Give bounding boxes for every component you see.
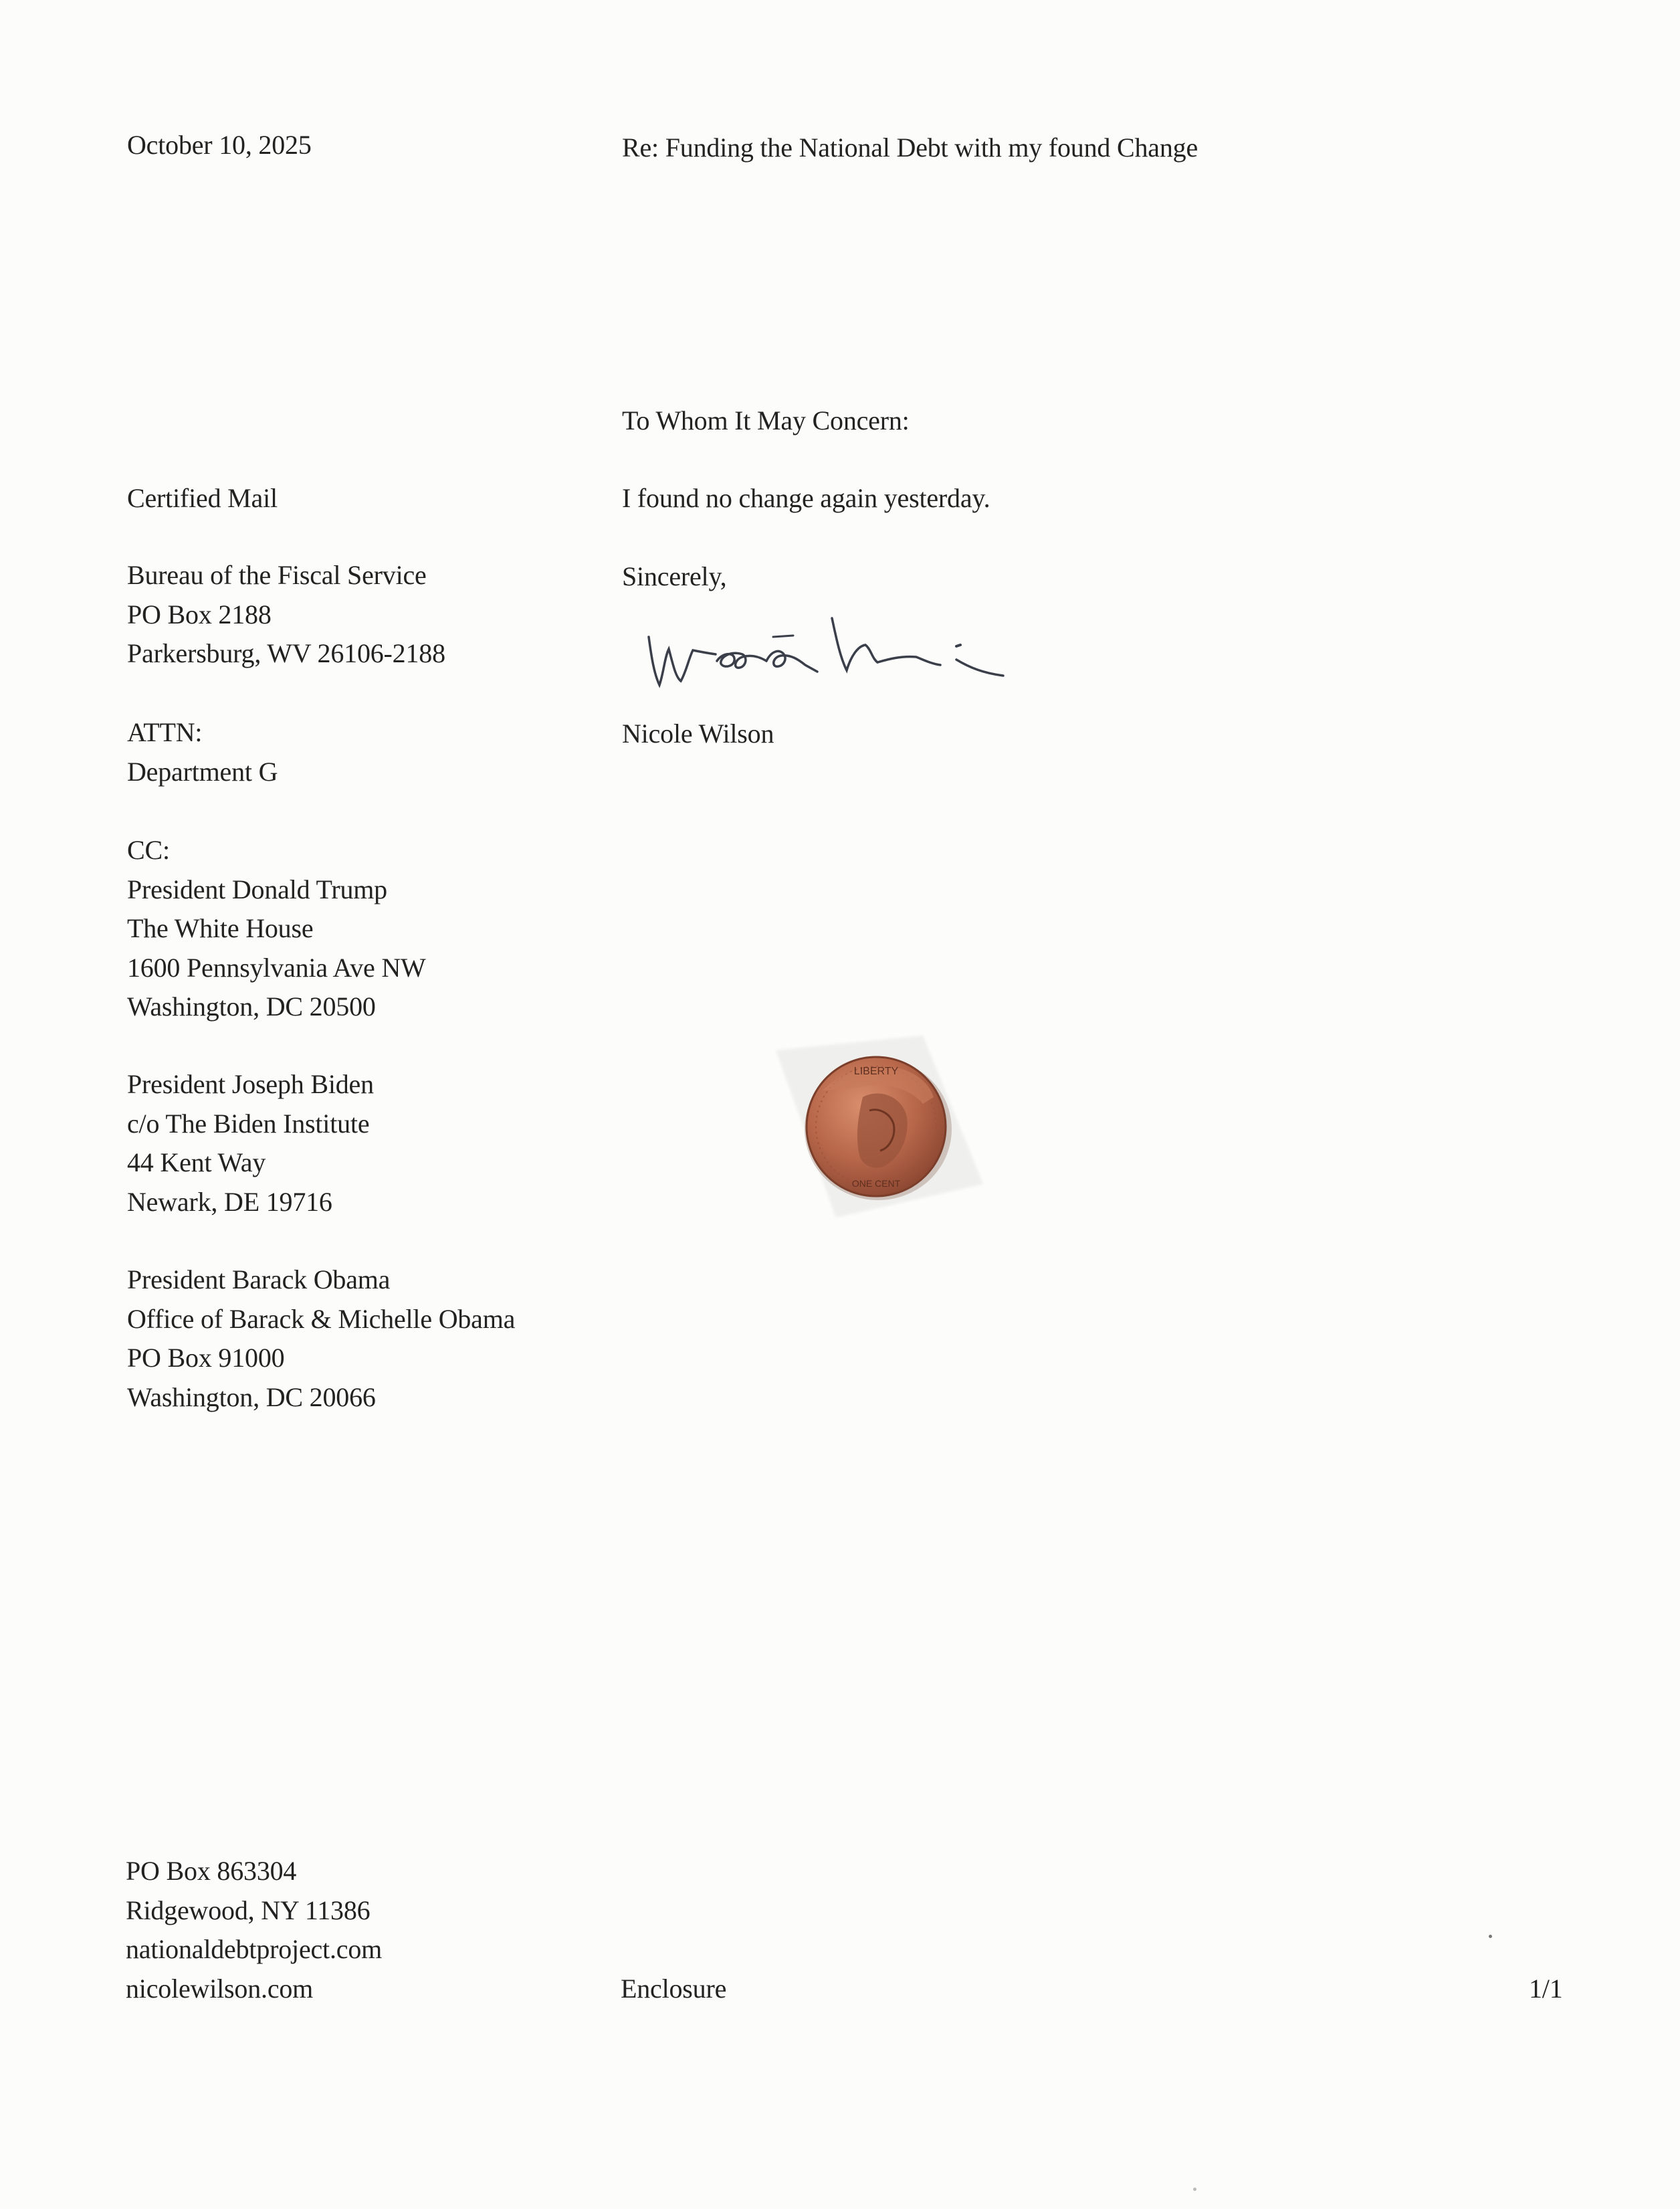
address-line: Washington, DC 20066 (127, 1381, 376, 1412)
address-line: 44 Kent Way (127, 1147, 266, 1177)
address-line: Washington, DC 20500 (127, 991, 376, 1022)
cc-trump (127, 831, 426, 1027)
handwritten-signature (642, 610, 1017, 710)
address-line: President Barack Obama (127, 1264, 391, 1294)
enclosure-label: Enclosure (621, 1974, 727, 2004)
cc-obama (127, 1260, 515, 1417)
address-line: The White House (127, 913, 314, 943)
address-line: President Joseph Biden (127, 1069, 374, 1099)
attention-label: ATTN: (127, 717, 203, 747)
cc-label: CC: (127, 835, 170, 865)
address-line: Office of Barack & Michelle Obama (127, 1303, 516, 1334)
letter-subject: Re: Funding the National Debt with my found Change (622, 132, 1198, 163)
address-line: PO Box 863304 (126, 1856, 297, 1886)
website-line: nationaldebtproject.com (126, 1934, 383, 1964)
page-number: 1/1 (1529, 1974, 1563, 2004)
address-line: President Donald Trump (127, 874, 387, 904)
address-line: c/o The Biden Institute (127, 1108, 370, 1139)
cc-biden (127, 1065, 374, 1222)
address-line: 1600 Pennsylvania Ave NW (127, 952, 426, 983)
recipient-address (127, 556, 445, 674)
closing: Sincerely, (622, 561, 727, 591)
address-line: PO Box 2188 (127, 599, 272, 630)
website-line: nicolewilson.com (126, 1973, 314, 2004)
scan-speck (1193, 2188, 1196, 2191)
letter-date: October 10, 2025 (127, 130, 312, 160)
salutation: To Whom It May Concern: (622, 405, 910, 436)
address-line: Parkersburg, WV 26106-2188 (127, 638, 445, 668)
taped-penny (762, 1024, 990, 1224)
letter-body: I found no change again yesterday. (622, 483, 990, 513)
address-line: Ridgewood, NY 11386 (126, 1895, 371, 1925)
address-line: Bureau of the Fiscal Service (127, 560, 427, 590)
scan-speck (1489, 1935, 1492, 1938)
delivery-method: Certified Mail (127, 483, 278, 513)
return-address (126, 1852, 382, 2008)
attention-department: Department G (127, 756, 278, 787)
coin-rim-text-bottom: ONE CENT (851, 1178, 901, 1189)
address-line: Newark, DE 19716 (127, 1186, 332, 1217)
address-line: PO Box 91000 (127, 1343, 285, 1373)
coin-rim-text-top: LIBERTY (853, 1066, 899, 1077)
signer-name: Nicole Wilson (622, 718, 774, 749)
attention-block (127, 713, 278, 791)
